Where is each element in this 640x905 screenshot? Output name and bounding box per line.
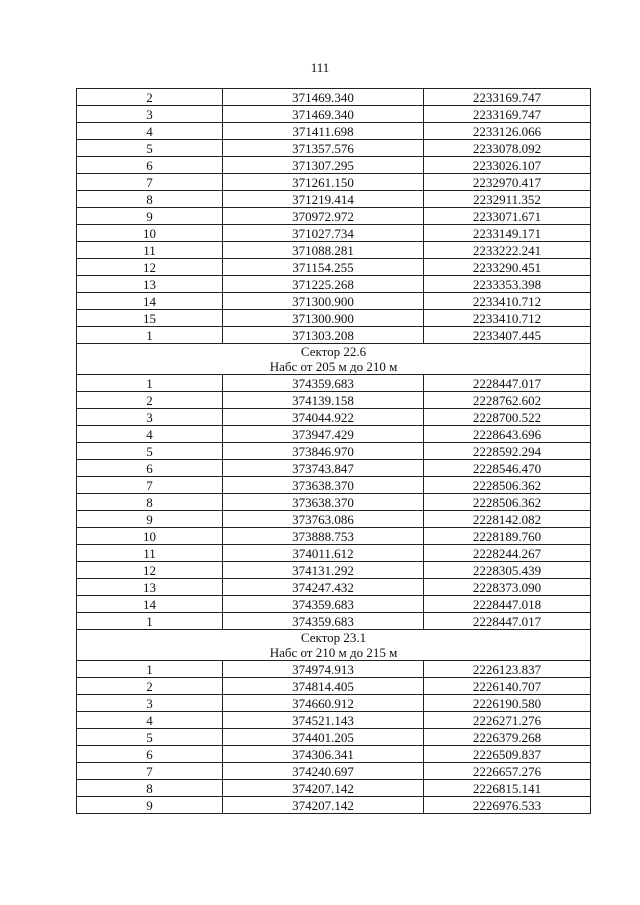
sector-header — [77, 344, 591, 375]
x-coordinate-cell: 373888.753 — [223, 528, 424, 545]
sector-title: Сектор 23.1 — [300, 630, 367, 645]
point-number-cell: 13 — [77, 579, 223, 596]
point-number-cell: 9 — [77, 511, 223, 528]
x-coordinate-cell: 371225.268 — [223, 276, 424, 293]
x-coordinate-cell: 373638.370 — [223, 477, 424, 494]
point-number-cell: 12 — [77, 259, 223, 276]
x-coordinate-cell: 371411.698 — [223, 123, 424, 140]
sector-title: Сектор 22.6 — [300, 344, 367, 359]
point-number-cell: 14 — [77, 596, 223, 613]
point-number-cell: 7 — [77, 174, 223, 191]
table-row — [77, 579, 591, 596]
y-coordinate-cell: 2233169.747 — [424, 89, 591, 106]
table-row — [77, 375, 591, 392]
x-coordinate-cell: 371469.340 — [223, 106, 424, 123]
point-number-cell: 3 — [77, 106, 223, 123]
y-coordinate-cell: 2228506.362 — [424, 477, 591, 494]
y-coordinate-cell: 2226271.276 — [424, 712, 591, 729]
table-row — [77, 174, 591, 191]
y-coordinate-cell: 2228643.696 — [424, 426, 591, 443]
y-coordinate-cell: 2226379.268 — [424, 729, 591, 746]
x-coordinate-cell: 371469.340 — [223, 89, 424, 106]
table-row — [77, 780, 591, 797]
x-coordinate-cell: 374044.922 — [223, 409, 424, 426]
y-coordinate-cell: 2233026.107 — [424, 157, 591, 174]
table-row — [77, 763, 591, 780]
x-coordinate-cell: 370972.972 — [223, 208, 424, 225]
x-coordinate-cell: 374306.341 — [223, 746, 424, 763]
y-coordinate-cell: 2233149.171 — [424, 225, 591, 242]
table-row — [77, 106, 591, 123]
table-row — [77, 191, 591, 208]
point-number-cell: 8 — [77, 191, 223, 208]
point-number-cell: 8 — [77, 494, 223, 511]
sector-header — [77, 630, 591, 661]
table-row — [77, 797, 591, 814]
table-row — [77, 242, 591, 259]
sector-header-row — [77, 344, 591, 375]
point-number-cell: 3 — [77, 695, 223, 712]
table-row — [77, 494, 591, 511]
x-coordinate-cell: 371300.900 — [223, 293, 424, 310]
x-coordinate-cell: 371219.414 — [223, 191, 424, 208]
point-number-cell: 1 — [77, 661, 223, 678]
point-number-cell: 4 — [77, 712, 223, 729]
y-coordinate-cell: 2228447.017 — [424, 613, 591, 630]
x-coordinate-cell: 371261.150 — [223, 174, 424, 191]
point-number-cell: 14 — [77, 293, 223, 310]
y-coordinate-cell: 2233407.445 — [424, 327, 591, 344]
x-coordinate-cell: 374139.158 — [223, 392, 424, 409]
point-number-cell: 2 — [77, 392, 223, 409]
x-coordinate-cell: 374359.683 — [223, 596, 424, 613]
point-number-cell: 5 — [77, 140, 223, 157]
table-row — [77, 409, 591, 426]
x-coordinate-cell: 373743.847 — [223, 460, 424, 477]
x-coordinate-cell: 371027.734 — [223, 225, 424, 242]
table-row — [77, 140, 591, 157]
table-row — [77, 678, 591, 695]
y-coordinate-cell: 2233078.092 — [424, 140, 591, 157]
x-coordinate-cell: 371088.281 — [223, 242, 424, 259]
x-coordinate-cell: 374131.292 — [223, 562, 424, 579]
point-number-cell: 9 — [77, 797, 223, 814]
y-coordinate-cell: 2228244.267 — [424, 545, 591, 562]
point-number-cell: 1 — [77, 613, 223, 630]
table-row — [77, 293, 591, 310]
x-coordinate-cell: 374207.142 — [223, 797, 424, 814]
y-coordinate-cell: 2233169.747 — [424, 106, 591, 123]
x-coordinate-cell: 371357.576 — [223, 140, 424, 157]
table-row — [77, 746, 591, 763]
x-coordinate-cell: 371154.255 — [223, 259, 424, 276]
y-coordinate-cell: 2228189.760 — [424, 528, 591, 545]
table-row — [77, 310, 591, 327]
table-row — [77, 157, 591, 174]
x-coordinate-cell: 371300.900 — [223, 310, 424, 327]
table-row — [77, 276, 591, 293]
table-row — [77, 327, 591, 344]
x-coordinate-cell: 373763.086 — [223, 511, 424, 528]
table-row — [77, 123, 591, 140]
page-number: 111 — [310, 60, 330, 75]
point-number-cell: 9 — [77, 208, 223, 225]
point-number-cell: 10 — [77, 528, 223, 545]
x-coordinate-cell: 374660.912 — [223, 695, 424, 712]
y-coordinate-cell: 2228447.018 — [424, 596, 591, 613]
y-coordinate-cell: 2228305.439 — [424, 562, 591, 579]
table-row — [77, 695, 591, 712]
point-number-cell: 12 — [77, 562, 223, 579]
x-coordinate-cell: 374240.697 — [223, 763, 424, 780]
y-coordinate-cell: 2233126.066 — [424, 123, 591, 140]
point-number-cell: 6 — [77, 460, 223, 477]
x-coordinate-cell: 374401.205 — [223, 729, 424, 746]
table-row — [77, 729, 591, 746]
y-coordinate-cell: 2226140.707 — [424, 678, 591, 695]
point-number-cell: 2 — [77, 89, 223, 106]
y-coordinate-cell: 2233410.712 — [424, 310, 591, 327]
point-number-cell: 2 — [77, 678, 223, 695]
table-row — [77, 208, 591, 225]
point-number-cell: 15 — [77, 310, 223, 327]
point-number-cell: 3 — [77, 409, 223, 426]
point-number-cell: 6 — [77, 157, 223, 174]
y-coordinate-cell: 2228142.082 — [424, 511, 591, 528]
table-row — [77, 528, 591, 545]
point-number-cell: 11 — [77, 545, 223, 562]
y-coordinate-cell: 2226976.533 — [424, 797, 591, 814]
y-coordinate-cell: 2233222.241 — [424, 242, 591, 259]
sector-subtitle: Набс от 210 м до 215 м — [269, 645, 398, 660]
point-number-cell: 1 — [77, 375, 223, 392]
y-coordinate-cell: 2228700.522 — [424, 409, 591, 426]
x-coordinate-cell: 374359.683 — [223, 375, 424, 392]
x-coordinate-cell: 371307.295 — [223, 157, 424, 174]
y-coordinate-cell: 2226815.141 — [424, 780, 591, 797]
table-row — [77, 392, 591, 409]
point-number-cell: 4 — [77, 426, 223, 443]
x-coordinate-cell: 373638.370 — [223, 494, 424, 511]
y-coordinate-cell: 2233353.398 — [424, 276, 591, 293]
y-coordinate-cell: 2228373.090 — [424, 579, 591, 596]
point-number-cell: 7 — [77, 477, 223, 494]
table-row — [77, 426, 591, 443]
point-number-cell: 4 — [77, 123, 223, 140]
coordinates-table — [76, 88, 591, 814]
table-row — [77, 712, 591, 729]
y-coordinate-cell: 2232970.417 — [424, 174, 591, 191]
point-number-cell: 6 — [77, 746, 223, 763]
y-coordinate-cell: 2226190.580 — [424, 695, 591, 712]
coordinates-table-body — [77, 89, 591, 814]
y-coordinate-cell: 2233071.671 — [424, 208, 591, 225]
x-coordinate-cell: 374814.405 — [223, 678, 424, 695]
point-number-cell: 13 — [77, 276, 223, 293]
x-coordinate-cell: 374207.142 — [223, 780, 424, 797]
table-row — [77, 443, 591, 460]
x-coordinate-cell: 374521.143 — [223, 712, 424, 729]
point-number-cell: 10 — [77, 225, 223, 242]
table-row — [77, 511, 591, 528]
table-row — [77, 596, 591, 613]
y-coordinate-cell: 2233410.712 — [424, 293, 591, 310]
sector-subtitle: Набс от 205 м до 210 м — [269, 359, 398, 374]
table-row — [77, 225, 591, 242]
x-coordinate-cell: 373947.429 — [223, 426, 424, 443]
point-number-cell: 5 — [77, 443, 223, 460]
y-coordinate-cell: 2228546.470 — [424, 460, 591, 477]
y-coordinate-cell: 2228592.294 — [424, 443, 591, 460]
table-row — [77, 562, 591, 579]
y-coordinate-cell: 2233290.451 — [424, 259, 591, 276]
y-coordinate-cell: 2226123.837 — [424, 661, 591, 678]
point-number-cell: 8 — [77, 780, 223, 797]
x-coordinate-cell: 373846.970 — [223, 443, 424, 460]
x-coordinate-cell: 374359.683 — [223, 613, 424, 630]
y-coordinate-cell: 2228762.602 — [424, 392, 591, 409]
table-row — [77, 661, 591, 678]
table-row — [77, 613, 591, 630]
table-row — [77, 545, 591, 562]
table-row — [77, 460, 591, 477]
point-number-cell: 11 — [77, 242, 223, 259]
x-coordinate-cell: 371303.208 — [223, 327, 424, 344]
table-row — [77, 89, 591, 106]
sector-header-row — [77, 630, 591, 661]
point-number-cell: 7 — [77, 763, 223, 780]
y-coordinate-cell: 2228447.017 — [424, 375, 591, 392]
table-row — [77, 259, 591, 276]
x-coordinate-cell: 374974.913 — [223, 661, 424, 678]
y-coordinate-cell: 2226509.837 — [424, 746, 591, 763]
x-coordinate-cell: 374011.612 — [223, 545, 424, 562]
x-coordinate-cell: 374247.432 — [223, 579, 424, 596]
table-row — [77, 477, 591, 494]
y-coordinate-cell: 2228506.362 — [424, 494, 591, 511]
y-coordinate-cell: 2232911.352 — [424, 191, 591, 208]
point-number-cell: 1 — [77, 327, 223, 344]
y-coordinate-cell: 2226657.276 — [424, 763, 591, 780]
point-number-cell: 5 — [77, 729, 223, 746]
